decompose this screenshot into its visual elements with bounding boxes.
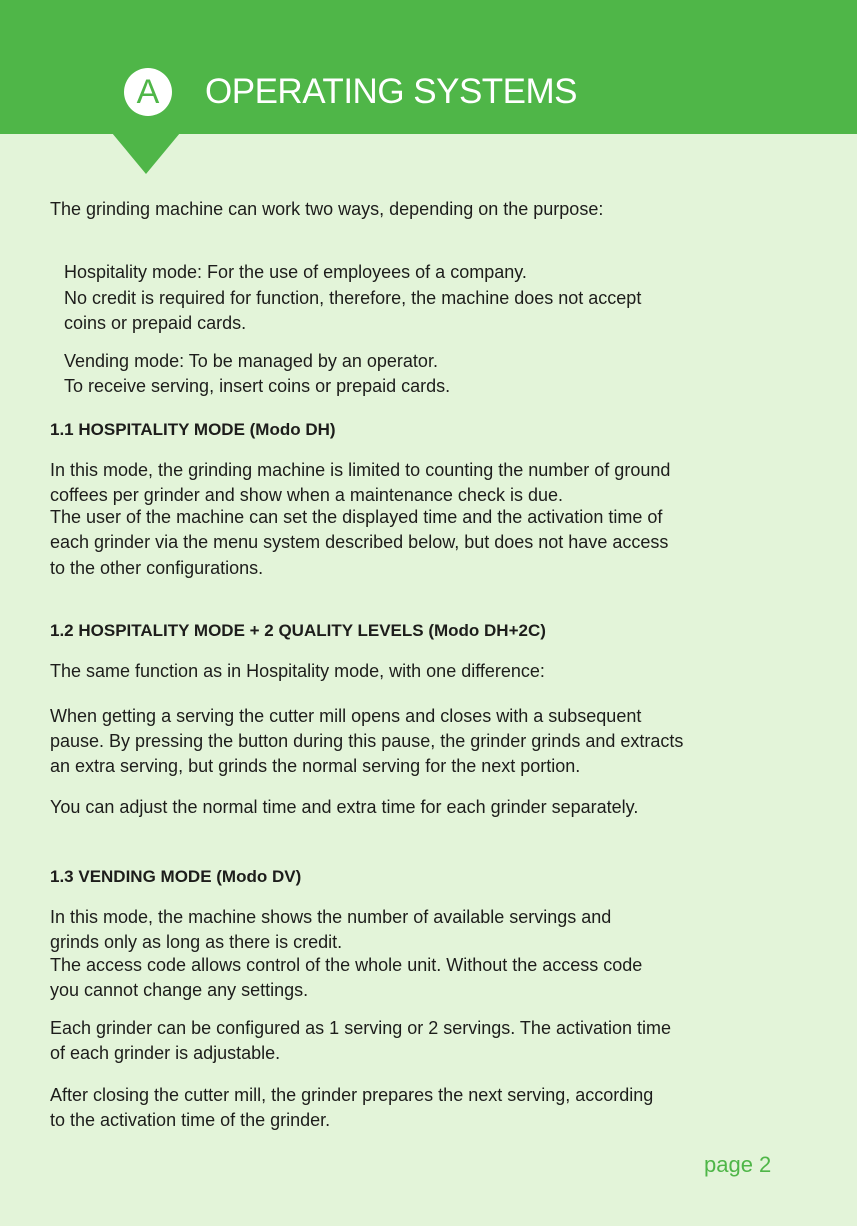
quality-para2-line-2: pause. By pressing the button during this pause, the grinder grinds and extracts — [50, 731, 684, 751]
hospitality-mode-line-2: No credit is required for function, therefore, the machine does not accept — [64, 288, 642, 308]
heading-hospitality-quality-mode: 1.2 HOSPITALITY MODE + 2 QUALITY LEVELS (Modo DH+2C) — [50, 621, 546, 640]
quality-para2-line-3: an extra serving, but grinds the normal serving for the next portion. — [50, 756, 581, 776]
vending-para4-line-1: After closing the cutter mill, the grinder prepares the next serving, according — [50, 1085, 654, 1105]
quality-para2-line-1: When getting a serving the cutter mill opens and closes with a subsequent — [50, 706, 642, 726]
vending-para1-line-2: grinds only as long as there is credit. — [50, 932, 343, 952]
vending-para2-line-1: The access code allows control of the whole unit. Without the access code — [50, 955, 643, 975]
hospitality-para2-line-1: The user of the machine can set the displayed time and the activation time of — [50, 507, 663, 527]
vending-mode-line-2: To receive serving, insert coins or prepaid cards. — [64, 376, 451, 396]
vending-mode-line-1: Vending mode: To be managed by an operator. — [64, 351, 438, 371]
vending-para1-line-1: In this mode, the machine shows the number of available servings and — [50, 907, 612, 927]
intro-text: The grinding machine can work two ways, depending on the purpose: — [50, 199, 604, 219]
vending-para3-line-2: of each grinder is adjustable. — [50, 1043, 281, 1063]
hospitality-para1-line-2: coffees per grinder and show when a maintenance check is due. — [50, 485, 563, 505]
vending-para2-line-2: you cannot change any settings. — [50, 980, 309, 1000]
vending-para4-line-2: to the activation time of the grinder. — [50, 1110, 331, 1130]
heading-vending-mode: 1.3 VENDING MODE (Modo DV) — [50, 867, 302, 886]
hospitality-para1-line-1: In this mode, the grinding machine is limited to counting the number of ground — [50, 460, 671, 480]
vending-para3-line-1: Each grinder can be configured as 1 serving or 2 servings. The activation time — [50, 1018, 671, 1038]
hospitality-mode-line-1: Hospitality mode: For the use of employees of a company. — [64, 262, 527, 282]
hospitality-para2-line-3: to the other configurations. — [50, 558, 264, 578]
section-title: OPERATING SYSTEMS — [205, 72, 578, 111]
quality-para3: You can adjust the normal time and extra time for each grinder separately. — [50, 797, 639, 817]
quality-para1: The same function as in Hospitality mode, with one difference: — [50, 661, 545, 681]
hospitality-para2-line-2: each grinder via the menu system described below, but does not have access — [50, 532, 669, 552]
page-number: page 2 — [704, 1152, 772, 1177]
heading-hospitality-mode: 1.1 HOSPITALITY MODE (Modo DH) — [50, 420, 336, 439]
header-pointer — [112, 133, 180, 174]
section-badge: A — [124, 68, 172, 116]
hospitality-mode-line-3: coins or prepaid cards. — [64, 313, 247, 333]
